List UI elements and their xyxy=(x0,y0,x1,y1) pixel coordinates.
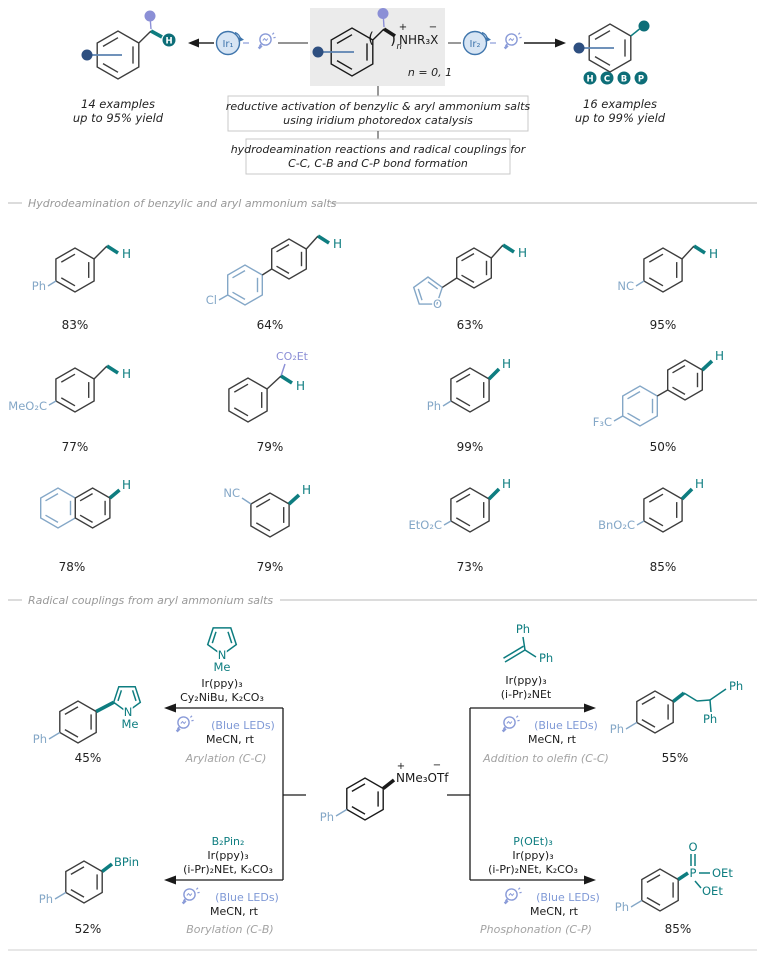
right-yield-caption: up to 99% yield xyxy=(574,111,666,125)
lightbulb-icon xyxy=(502,716,520,733)
substituent-label: NC xyxy=(617,279,634,293)
reaction-arylation xyxy=(33,628,275,765)
c-h-wedge xyxy=(702,361,712,370)
c-h-wedge xyxy=(682,489,692,499)
benzylic-substituent-dot xyxy=(378,8,389,19)
h-label: H xyxy=(122,247,132,261)
bond xyxy=(637,521,644,525)
bond xyxy=(697,700,710,701)
solvent-label: MeCN, rt xyxy=(528,733,576,746)
c-h-wedge xyxy=(110,490,120,498)
new-c-c-bond xyxy=(673,693,684,702)
h-label: H xyxy=(715,349,725,363)
compound-7 xyxy=(427,357,511,454)
benzene-ring xyxy=(347,778,383,820)
biaryl-bond xyxy=(442,278,456,287)
lightbulb-icon xyxy=(504,33,522,50)
header-right-product xyxy=(574,21,666,126)
caption-box-1 xyxy=(226,86,531,131)
product-ring xyxy=(637,691,673,733)
biaryl-bond xyxy=(657,390,667,396)
bond xyxy=(94,366,107,379)
ph-label: Ph xyxy=(515,622,531,636)
h-label: H xyxy=(302,483,312,497)
bond xyxy=(444,521,451,525)
cf3-aryl-ring xyxy=(623,386,658,426)
aryl-substituent-dot xyxy=(313,47,324,58)
new-bond-dot xyxy=(639,21,650,32)
arrowhead-left xyxy=(188,39,199,48)
minus-charge: − xyxy=(428,22,438,33)
arrowhead-tr xyxy=(584,704,596,713)
bond xyxy=(631,29,640,36)
product-ring xyxy=(66,861,102,903)
yield-label: 63% xyxy=(456,318,484,332)
double-bond xyxy=(118,690,121,701)
reagent-label: B₂Pin₂ xyxy=(211,835,245,848)
catalyst-label: Ir(ppy)₃ xyxy=(201,677,243,690)
arrowhead-right xyxy=(555,39,566,48)
yield-label: 79% xyxy=(256,440,284,454)
h-label: H xyxy=(502,357,512,371)
compound-1 xyxy=(32,246,131,332)
bond xyxy=(94,246,107,259)
compound-5 xyxy=(8,366,131,454)
blue-leds-label: (Blue LEDs) xyxy=(536,891,600,904)
bond xyxy=(491,245,503,258)
lightbulb-icon xyxy=(182,888,200,905)
right-reaction-arrow xyxy=(448,32,566,55)
substituent-label: Ph xyxy=(426,399,441,413)
bond xyxy=(525,650,536,657)
plus-charge: + xyxy=(398,22,408,33)
section2-title: Radical couplings from aryl ammonium salts xyxy=(28,594,274,607)
central-substrate xyxy=(320,760,450,824)
left-reaction-arrow xyxy=(188,32,308,55)
ph-label: Ph xyxy=(614,900,629,914)
benzene-ring xyxy=(668,360,703,400)
bracket-right: ) xyxy=(390,30,396,48)
c-h-wedge xyxy=(107,366,118,373)
recycle-arrowhead xyxy=(239,36,244,42)
compound-2 xyxy=(206,236,342,332)
bond xyxy=(626,723,637,730)
c-h-wedge xyxy=(318,236,329,243)
benzene-ring xyxy=(272,239,307,279)
compound-8 xyxy=(593,349,724,454)
naphthalene-ring-a xyxy=(41,488,76,528)
substituent-label: Ph xyxy=(31,279,46,293)
yield-label: 73% xyxy=(456,560,484,574)
benzylic-substituent-dot xyxy=(145,11,156,22)
catalyst-label: Ir(ppy)₃ xyxy=(207,849,249,862)
benzene-ring xyxy=(644,488,682,532)
ph-label: Ph xyxy=(38,892,53,906)
section1-header xyxy=(8,195,757,210)
badge-c: C xyxy=(603,74,611,85)
substituent-label: F₃C xyxy=(592,415,612,429)
oet-label: OEt xyxy=(702,884,723,898)
benzene-ring xyxy=(229,378,267,422)
bond xyxy=(684,693,697,701)
h-label: H xyxy=(122,478,132,492)
compound-11 xyxy=(409,477,512,574)
bond xyxy=(614,416,623,421)
yield-label: 50% xyxy=(649,440,677,454)
h-label: H xyxy=(296,379,306,393)
bond xyxy=(139,31,151,43)
product-ring xyxy=(642,869,678,911)
reaction-type-label: Phosphonation (C-P) xyxy=(480,923,592,936)
c-h-wedge xyxy=(489,369,499,379)
biaryl-bond xyxy=(262,269,271,275)
chloroaryl-ring xyxy=(228,265,263,305)
substrate-box xyxy=(310,8,452,86)
aryl-substituent-dot xyxy=(574,43,585,54)
recycle-arrowhead xyxy=(486,36,491,42)
yield-label: 85% xyxy=(664,922,692,936)
yield-label: 64% xyxy=(256,318,284,332)
bond xyxy=(682,246,694,259)
bond xyxy=(710,689,726,700)
h-label: H xyxy=(518,246,528,260)
ph-label: Ph xyxy=(319,810,334,824)
compound-4 xyxy=(617,246,718,332)
reaction-phosphonation xyxy=(480,835,733,936)
substituent-label: Cl xyxy=(205,293,217,307)
solvent-label: MeCN, rt xyxy=(210,905,258,918)
double-bond xyxy=(418,289,422,300)
bond xyxy=(49,733,60,740)
n-values-label: n = 0, 1 xyxy=(407,66,453,79)
c-h-wedge xyxy=(489,489,499,499)
yield-label: 95% xyxy=(649,318,677,332)
bracket-subscript: n xyxy=(396,42,402,52)
yield-label: 45% xyxy=(74,751,102,765)
substituent-label: NC xyxy=(223,486,240,500)
bond xyxy=(636,281,644,286)
additives-label: (i-Pr)₂NEt, K₂CO₃ xyxy=(183,863,273,876)
reagent-label: P(OEt)₃ xyxy=(513,835,553,848)
yield-label: 52% xyxy=(74,922,102,936)
n-methyl-label: Me xyxy=(121,717,139,731)
benzene-ring xyxy=(56,248,94,292)
bond xyxy=(695,881,701,888)
reaction-type-label: Addition to olefin (C-C) xyxy=(483,752,609,765)
lightbulb-icon xyxy=(504,888,522,905)
blue-leds-label: (Blue LEDs) xyxy=(215,891,279,904)
benzene-ring xyxy=(644,248,682,292)
compound-9 xyxy=(41,478,131,574)
substituent-label: BnO₂C xyxy=(598,518,635,532)
caption-box-2 xyxy=(231,131,527,174)
new-c-p-bond xyxy=(678,873,688,880)
double-bond xyxy=(212,632,216,643)
arrowhead-br xyxy=(584,876,596,885)
oxygen-label: O xyxy=(432,297,443,311)
h-label: H xyxy=(695,477,705,491)
badge-b: B xyxy=(620,74,628,85)
aryl-substituent-dot xyxy=(82,50,93,61)
double-bond xyxy=(133,690,136,701)
new-c-b-bond xyxy=(102,864,112,872)
substituent-label: EtO₂C xyxy=(408,518,442,532)
header-left-product xyxy=(73,11,176,126)
bond xyxy=(49,401,56,405)
lightbulb-icon xyxy=(258,33,276,50)
catalyst-label: Ir(ppy)₃ xyxy=(512,849,554,862)
arrowhead-bl xyxy=(164,876,176,885)
benzene-ring xyxy=(457,248,492,288)
caption-line: C-C, C-B and C-P bond formation xyxy=(288,157,468,170)
ph-label: Ph xyxy=(609,722,624,736)
section2-header xyxy=(8,592,757,607)
c-h-wedge xyxy=(281,376,292,383)
nitrogen-label: N xyxy=(217,648,227,662)
compound-3 xyxy=(414,245,527,332)
solvent-label: MeCN, rt xyxy=(206,733,254,746)
bond xyxy=(631,901,642,908)
right-examples-caption: 16 examples xyxy=(583,97,657,111)
double-bond xyxy=(228,632,232,643)
h-label: H xyxy=(122,367,132,381)
additives-label: Cy₂NiBu, K₂CO₃ xyxy=(180,691,264,704)
caption-line: reductive activation of benzylic & aryl ammonium salts xyxy=(225,100,531,113)
minus-charge: − xyxy=(432,760,442,771)
reaction-type-label: Arylation (C-C) xyxy=(185,752,267,765)
blue-leds-label: (Blue LEDs) xyxy=(211,719,275,732)
oxygen-label: O xyxy=(688,840,698,854)
caption-line: using iridium photoredox catalysis xyxy=(283,114,473,127)
c-h-wedge xyxy=(107,246,118,253)
ph-label: Ph xyxy=(703,712,718,726)
ph-label: Ph xyxy=(729,679,744,693)
n-methyl-label: Me xyxy=(213,660,231,674)
bond xyxy=(267,376,281,389)
yield-label: 85% xyxy=(649,560,677,574)
product-ring xyxy=(60,701,96,743)
compound-10 xyxy=(223,483,311,574)
bond xyxy=(336,810,347,817)
section1-title: Hydrodeamination of benzylic and aryl ammonium salts xyxy=(28,197,337,210)
additives-label: (i-Pr)₂NEt xyxy=(500,688,552,701)
h-badge: H xyxy=(165,36,173,47)
ph-label: Ph xyxy=(539,651,554,665)
ir1-label: Ir₁ xyxy=(222,39,234,50)
caption-line: hydrodeamination reactions and radical couplings for xyxy=(230,143,526,156)
badge-h: H xyxy=(586,74,594,85)
catalyst-label: Ir(ppy)₃ xyxy=(505,674,547,687)
bracket-left: ( xyxy=(368,29,374,47)
bond xyxy=(710,700,711,712)
ammonium-group-label: NHR₃X xyxy=(399,33,439,47)
nitrogen-label: N xyxy=(123,705,133,719)
yield-label: 83% xyxy=(61,318,89,332)
oet-label: OEt xyxy=(712,866,733,880)
bond xyxy=(523,637,525,650)
benzene-ring xyxy=(451,488,489,532)
ir2-label: Ir₂ xyxy=(469,39,481,50)
c-h-wedge xyxy=(503,245,514,252)
arrowhead-tl xyxy=(164,704,176,713)
plus-charge: + xyxy=(396,761,406,772)
yield-label: 79% xyxy=(256,560,284,574)
ph-label: Ph xyxy=(32,732,47,746)
bond xyxy=(306,236,318,249)
c-n-wedge xyxy=(383,780,394,789)
bond xyxy=(443,401,451,406)
c-h-wedge xyxy=(289,495,299,504)
badge-p: P xyxy=(637,74,645,85)
c-h-wedge xyxy=(151,31,162,37)
bond xyxy=(281,364,285,376)
bond xyxy=(242,498,251,504)
reaction-type-label: Borylation (C-B) xyxy=(186,923,274,936)
yield-label: 77% xyxy=(61,440,89,454)
compound-12 xyxy=(598,477,704,574)
compound-6 xyxy=(229,350,309,454)
bond xyxy=(219,295,228,300)
bpin-label: BPin xyxy=(114,855,140,869)
substituent-label: MeO₂C xyxy=(8,399,47,413)
reaction-borylation xyxy=(39,835,279,936)
yield-label: 99% xyxy=(456,440,484,454)
benzene-ring xyxy=(251,493,289,537)
phosphorus-label: P xyxy=(689,866,697,880)
blue-leds-label: (Blue LEDs) xyxy=(534,719,598,732)
new-c-c-bond xyxy=(96,702,114,711)
ammonium-label: NMe₃OTf xyxy=(396,771,449,785)
bond xyxy=(383,18,384,27)
reaction-olefin-addition xyxy=(482,622,743,765)
benzene-ring xyxy=(451,368,489,412)
h-label: H xyxy=(709,247,719,261)
h-label: H xyxy=(333,237,343,251)
lightbulb-icon xyxy=(176,716,194,733)
hcbp-badges xyxy=(584,72,648,85)
left-yield-caption: up to 95% yield xyxy=(72,111,164,125)
additives-label: (i-Pr)₂NEt, K₂CO₃ xyxy=(488,863,578,876)
benzene-ring xyxy=(56,368,94,412)
h-label: H xyxy=(502,477,512,491)
solvent-label: MeCN, rt xyxy=(530,905,578,918)
left-examples-caption: 14 examples xyxy=(81,97,155,111)
bond xyxy=(55,893,66,900)
naphthalene-ring-b xyxy=(75,488,110,528)
yield-label: 78% xyxy=(58,560,86,574)
yield-label: 55% xyxy=(661,751,689,765)
ester-label: CO₂Et xyxy=(275,350,309,363)
bond xyxy=(48,281,56,286)
c-h-wedge xyxy=(694,246,705,253)
